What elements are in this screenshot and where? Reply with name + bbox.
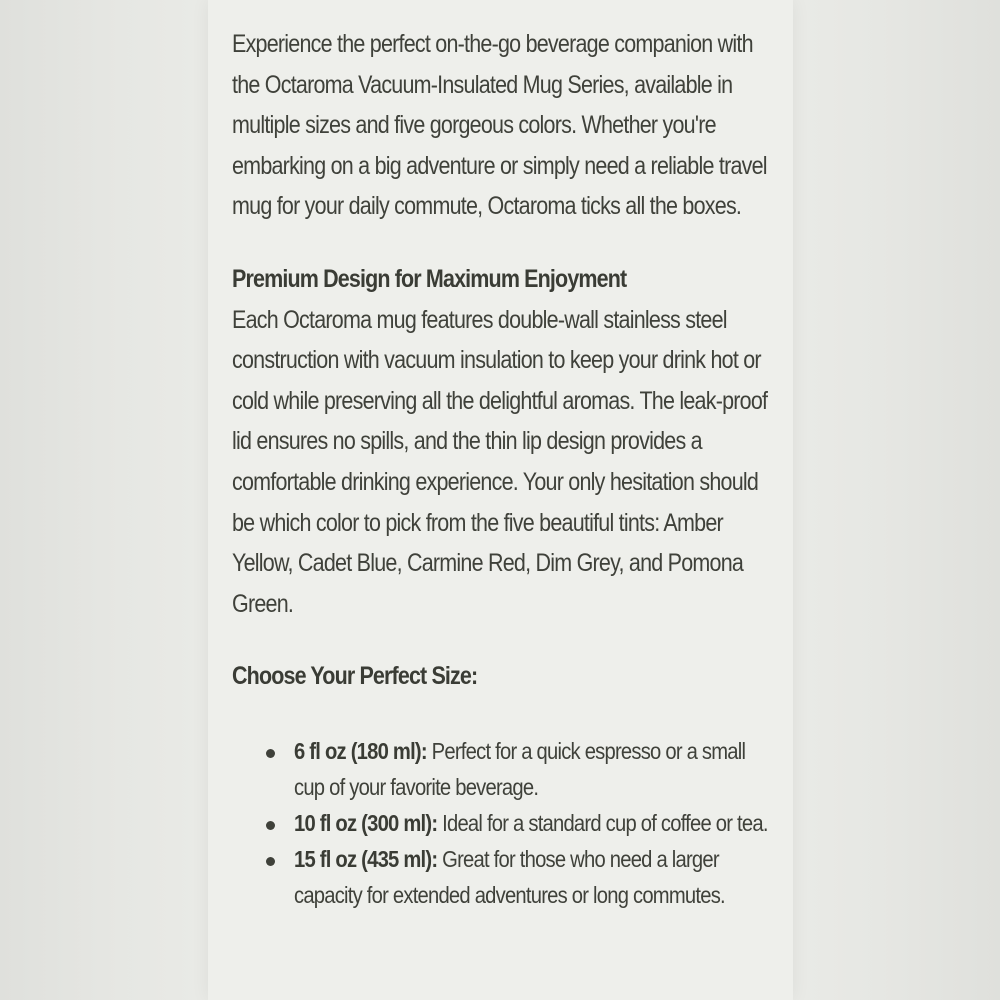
size-label: 10 fl oz (300 ml):	[294, 809, 438, 836]
size-description: Great for those who need a larger capacity for extended adventures or long commutes.	[294, 845, 725, 908]
size-list-item	[232, 805, 777, 841]
size-item-text	[294, 733, 776, 805]
design-paragraph: Each Octaroma mug features double-wall stainless steel construction with vacuum insulation to keep your drink hot or cold while preserving all the delightful aromas. The leak-proof lid ensures no spills, and the thin lip design provides a comfortable drinking experience. Your only hesitation should be which color to pick from the five beautiful tints: Amber Yellow, Cadet Blue, Carmine Red, Dim Grey, and Pomona Green.	[232, 305, 768, 618]
size-label: 6 fl oz (180 ml):	[294, 737, 427, 764]
size-label: 15 fl oz (435 ml):	[294, 845, 438, 872]
size-list-item	[232, 733, 777, 805]
size-description: Perfect for a quick espresso or a small cup of your favorite beverage.	[294, 737, 746, 800]
article-column	[208, 0, 793, 1000]
bullet-icon	[266, 857, 275, 866]
size-list-item	[232, 841, 777, 913]
design-heading: Premium Design for Maximum Enjoyment	[232, 264, 627, 293]
size-description: Ideal for a standard cup of coffee or tea.	[437, 809, 768, 836]
sizes-heading: Choose Your Perfect Size:	[232, 662, 478, 691]
size-list	[232, 733, 777, 913]
article-content	[232, 24, 777, 913]
bullet-icon	[266, 749, 275, 758]
size-item-text	[294, 841, 776, 913]
intro-paragraph: Experience the perfect on-the-go beverage companion with the Octaroma Vacuum-Insulated Mug Series, available in multiple sizes and five gorgeous colors. Whether you're embarking on a big adventure or simply need a reliable travel mug for your daily commute, Octaroma ticks all the boxes.	[232, 30, 767, 221]
size-item-text	[294, 805, 776, 841]
bullet-icon	[266, 821, 275, 830]
